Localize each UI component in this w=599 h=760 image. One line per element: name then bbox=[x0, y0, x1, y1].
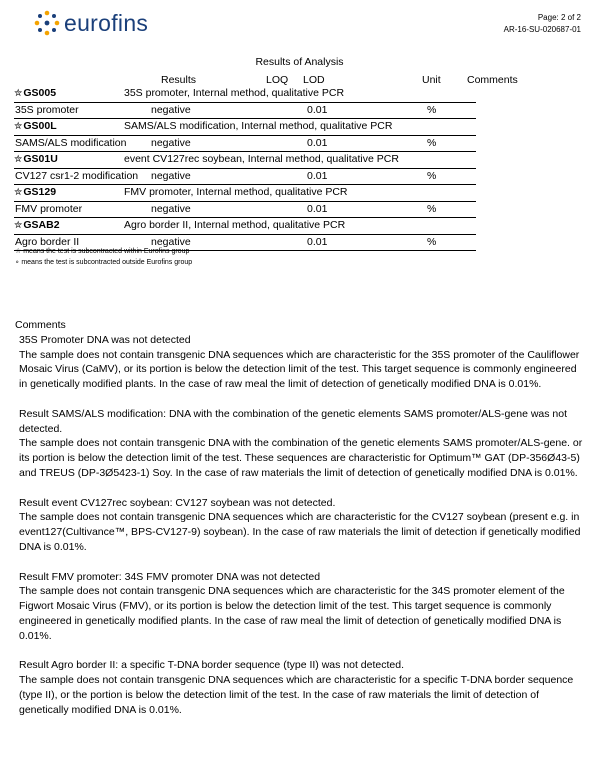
col-header-unit: Unit bbox=[422, 74, 441, 86]
eurofins-logo bbox=[34, 10, 148, 36]
note-within-group: ☆ means the test is subcontracted within Eurofins group bbox=[15, 248, 190, 255]
result-row bbox=[14, 136, 476, 153]
test-code: GS129 bbox=[23, 186, 57, 198]
lod-value: 0.01 bbox=[307, 136, 328, 149]
page-info bbox=[504, 12, 581, 36]
comment-body: The sample does not contain transgenic DNA sequences which are characteristic for the 35S promoter of the Cauliflower Mosaic Virus (CaMV), or its portion is below the detection limit of the test. This target sequence is commonly engineered in genetically modified plants. In the case of raw meal the limit of detection of genetically modified DNA is 0.01%. bbox=[19, 348, 580, 391]
test-code: GS005 bbox=[23, 87, 57, 99]
logo-text: eurofins bbox=[64, 9, 149, 36]
result-row bbox=[14, 103, 476, 120]
comment-heading: Result SAMS/ALS modification: DNA with the combination of the genetic elements SAMS promoter/ALS-gene was not detected. bbox=[19, 407, 568, 435]
comment-heading: 35S Promoter DNA was not detected bbox=[19, 333, 191, 346]
subcontract-star-icon: ✮ bbox=[14, 220, 23, 231]
col-header-loq: LOQ bbox=[266, 74, 289, 86]
comment-heading: Result event CV127rec soybean: CV127 soybean was not detected. bbox=[19, 496, 336, 509]
result-row bbox=[14, 202, 476, 219]
legend-notes bbox=[15, 246, 192, 268]
test-code: GS00L bbox=[23, 120, 57, 132]
note-outside-group: ∘ means the test is subcontracted outside Eurofins group bbox=[15, 259, 193, 266]
subcontract-star-icon: ✮ bbox=[14, 187, 23, 198]
comment-body: The sample does not contain transgenic DNA with the combination of the genetic elements SAMS promoter/ALS-gene. or its portion is below the detection limit of the test. These sequences are characteristic for Optimum™ GAT (DP-356Ø43-5) and TREUS (DP-3Ø5423-1) Soy. In the case of raw materials the limit of detection of genetically modified DNA is 0.01%. bbox=[19, 437, 583, 479]
analyte-name: FMV promoter bbox=[15, 202, 83, 215]
test-code: GS01U bbox=[23, 153, 58, 165]
subcontract-star-icon: ✮ bbox=[14, 154, 23, 165]
test-method: FMV promoter, Internal method, qualitative PCR bbox=[124, 186, 348, 198]
result-value: negative bbox=[151, 235, 191, 248]
test-row bbox=[14, 218, 476, 235]
lod-value: 0.01 bbox=[307, 103, 328, 116]
eurofins-logo-mark-icon bbox=[34, 10, 60, 36]
page-number: Page: 2 of 2 bbox=[537, 13, 581, 22]
comments-title: Comments bbox=[15, 319, 66, 331]
comment-body: The sample does not contain transgenic DNA sequences which are characteristic for a specific T-DNA border sequence (type II), or the portion is below the detection limit of the test. In the case of raw materials the limit of detection of genetically modified DNA is 0.01%. bbox=[19, 674, 574, 716]
comment-block bbox=[19, 570, 585, 644]
analyte-name: CV127 csr1-2 modification bbox=[15, 169, 139, 182]
subcontract-star-icon: ✮ bbox=[14, 88, 23, 99]
result-value: negative bbox=[151, 103, 191, 116]
report-number: AR-16-SU-020687-01 bbox=[503, 25, 581, 34]
subcontract-star-icon: ✮ bbox=[14, 121, 23, 132]
test-method: 35S promoter, Internal method, qualitative PCR bbox=[124, 87, 345, 99]
test-method: Agro border II, Internal method, qualitative PCR bbox=[124, 219, 346, 231]
comment-heading: Result Agro border II: a specific T-DNA border sequence (type II) was not detected. bbox=[19, 659, 405, 672]
unit-value: % bbox=[427, 169, 437, 182]
comment-block bbox=[19, 496, 585, 555]
unit-value: % bbox=[427, 202, 437, 215]
test-method: SAMS/ALS modification, Internal method, qualitative PCR bbox=[124, 120, 393, 132]
results-table bbox=[14, 86, 476, 251]
comment-block bbox=[19, 658, 585, 717]
results-heading: Results of Analysis bbox=[255, 56, 344, 68]
lod-value: 0.01 bbox=[307, 235, 328, 248]
comment-block bbox=[19, 333, 585, 392]
comment-block bbox=[19, 407, 585, 481]
test-row bbox=[14, 152, 476, 169]
test-method: event CV127rec soybean, Internal method, qualitative PCR bbox=[124, 153, 399, 165]
col-header-comments: Comments bbox=[467, 74, 518, 86]
unit-value: % bbox=[427, 235, 437, 248]
test-code: GSAB2 bbox=[23, 219, 60, 231]
test-row bbox=[14, 185, 476, 202]
comment-heading: Result FMV promoter: 34S FMV promoter DNA was not detected bbox=[19, 570, 321, 583]
result-value: negative bbox=[151, 202, 191, 215]
lod-value: 0.01 bbox=[307, 202, 328, 215]
col-header-results: Results bbox=[161, 74, 197, 86]
result-value: negative bbox=[151, 136, 191, 149]
col-header-lod: LOD bbox=[303, 74, 325, 86]
comment-body: The sample does not contain transgenic DNA sequences which are characteristic for the 34S promoter element of the Figwort Mosaic Virus (FMV), or its portion is below the detection limit of the test. This target sequence is commonly engineered in genetically modified plants. In the case of raw meal the limit of detection of genetically modified DNA is 0.01%. bbox=[19, 585, 565, 642]
analyte-name: Agro border II bbox=[15, 235, 80, 248]
analyte-name: 35S promoter bbox=[15, 103, 79, 116]
unit-value: % bbox=[427, 103, 437, 116]
result-value: negative bbox=[151, 169, 191, 182]
lod-value: 0.01 bbox=[307, 169, 328, 182]
unit-value: % bbox=[427, 136, 437, 149]
test-row bbox=[14, 86, 476, 103]
test-row bbox=[14, 119, 476, 136]
comment-body: The sample does not contain transgenic DNA sequences which are characteristic for the CV127 soybean (present e.g. in event127(Cultivance™, BPS-CV127-9) soybean). In the case of raw materials the limit of detection if genetically modified DNA is 0.01%. bbox=[19, 511, 581, 553]
result-row bbox=[14, 169, 476, 186]
comments-section bbox=[15, 318, 585, 732]
analyte-name: SAMS/ALS modification bbox=[15, 136, 127, 149]
